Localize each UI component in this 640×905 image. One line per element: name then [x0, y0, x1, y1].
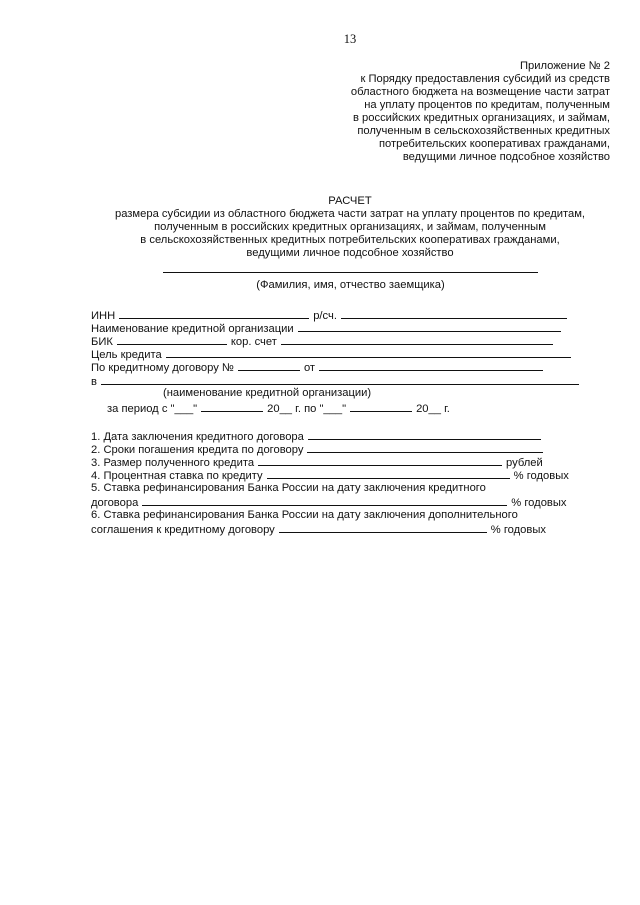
title-line: ведущими личное подсобное хозяйство — [246, 247, 454, 259]
period-year2: 20__ г. — [416, 403, 450, 415]
appendix-line: ведущими личное подсобное хозяйство — [402, 151, 610, 163]
contract-row — [91, 360, 543, 374]
appendix-header — [351, 60, 610, 164]
purpose-label: Цель кредита — [91, 349, 162, 361]
item-6-label: соглашения к кредитному договору — [91, 524, 275, 536]
item-3-field[interactable] — [258, 455, 502, 466]
period-row — [107, 401, 450, 416]
item-6-unit: % годовых — [490, 524, 546, 536]
title-line: в сельскохозяйственных кредитных потребительских кооперативах гражданами, — [140, 234, 560, 246]
account-field[interactable] — [341, 308, 567, 319]
item-4-field[interactable] — [267, 468, 510, 479]
contract-date-field[interactable] — [319, 360, 543, 371]
item-3-unit: рублей — [506, 457, 543, 469]
in-label: в — [91, 376, 97, 388]
item-4-unit: % годовых — [513, 470, 569, 482]
period-prefix: за период с "___" — [107, 403, 198, 415]
title-line: полученным в российских кредитных организациях, и займам, полученным — [154, 221, 546, 233]
item-2-label: 2. Сроки погашения кредита по договору — [91, 444, 304, 456]
item-5-line-1: 5. Ставка рефинансирования Банка России на дату заключения кредитного — [91, 482, 486, 494]
appendix-line: потребительских кооперативах гражданами, — [378, 138, 610, 150]
corr-account-label: кор. счет — [230, 336, 277, 348]
corr-account-field[interactable] — [281, 334, 553, 345]
page-number: 13 — [343, 32, 357, 46]
appendix-line: полученным в сельскохозяйственных кредитных — [357, 125, 610, 137]
period-start-month-field[interactable] — [201, 401, 263, 412]
title-line: размера субсидии из областного бюджета части затрат на уплату процентов по кредитам, — [114, 208, 585, 220]
bik-row — [91, 334, 553, 348]
item-6 — [91, 522, 546, 537]
bank-row — [91, 374, 579, 388]
inn-label: ИНН — [91, 310, 116, 322]
item-1-field[interactable] — [308, 429, 541, 440]
appendix-line: Приложение № 2 — [519, 60, 610, 72]
purpose-row — [91, 347, 571, 361]
contract-number-field[interactable] — [238, 360, 300, 371]
appendix-line: на уплату процентов по кредитам, полученным — [364, 99, 610, 111]
item-5-unit: % годовых — [511, 497, 567, 509]
item-2-field[interactable] — [307, 442, 543, 453]
appendix-line: в российских кредитных организациях, и займам, — [352, 112, 610, 124]
appendix-line: к Порядку предоставления субсидий из средств — [360, 73, 610, 85]
item-5 — [91, 495, 567, 510]
item-5-field[interactable] — [142, 495, 507, 506]
appendix-line: областного бюджета на возмещение части затрат — [350, 86, 610, 98]
period-year1: 20__ г. по "___" — [267, 403, 347, 415]
borrower-name-field[interactable] — [163, 272, 538, 273]
credit-org-label: Наименование кредитной организации — [91, 323, 294, 335]
bank-name-field[interactable] — [101, 374, 579, 385]
contract-label: По кредитному договору № — [91, 362, 234, 374]
period-end-month-field[interactable] — [350, 401, 412, 412]
purpose-field[interactable] — [166, 347, 571, 358]
borrower-name-caption: (Фамилия, имя, отчество заемщика) — [256, 279, 445, 291]
item-5-label: договора — [91, 497, 139, 509]
bik-label: БИК — [91, 336, 113, 348]
from-label: от — [303, 362, 316, 374]
item-3-label: 3. Размер полученного кредита — [91, 457, 255, 469]
credit-org-caption: (наименование кредитной организации) — [163, 387, 372, 399]
credit-org-field[interactable] — [298, 321, 561, 332]
credit-org-row — [91, 321, 561, 335]
title-word: РАСЧЕТ — [328, 195, 372, 207]
item-4-label: 4. Процентная ставка по кредиту — [91, 470, 263, 482]
item-4 — [91, 468, 569, 483]
bik-field[interactable] — [117, 334, 227, 345]
document-title — [0, 195, 640, 260]
inn-field[interactable] — [119, 308, 309, 319]
inn-row — [91, 308, 567, 322]
item-6-line-1: 6. Ставка рефинансирования Банка России на дату заключения дополнительного — [91, 509, 518, 521]
account-label: р/сч. — [313, 310, 337, 322]
item-1-label: 1. Дата заключения кредитного договора — [91, 431, 304, 443]
item-6-field[interactable] — [279, 522, 487, 533]
